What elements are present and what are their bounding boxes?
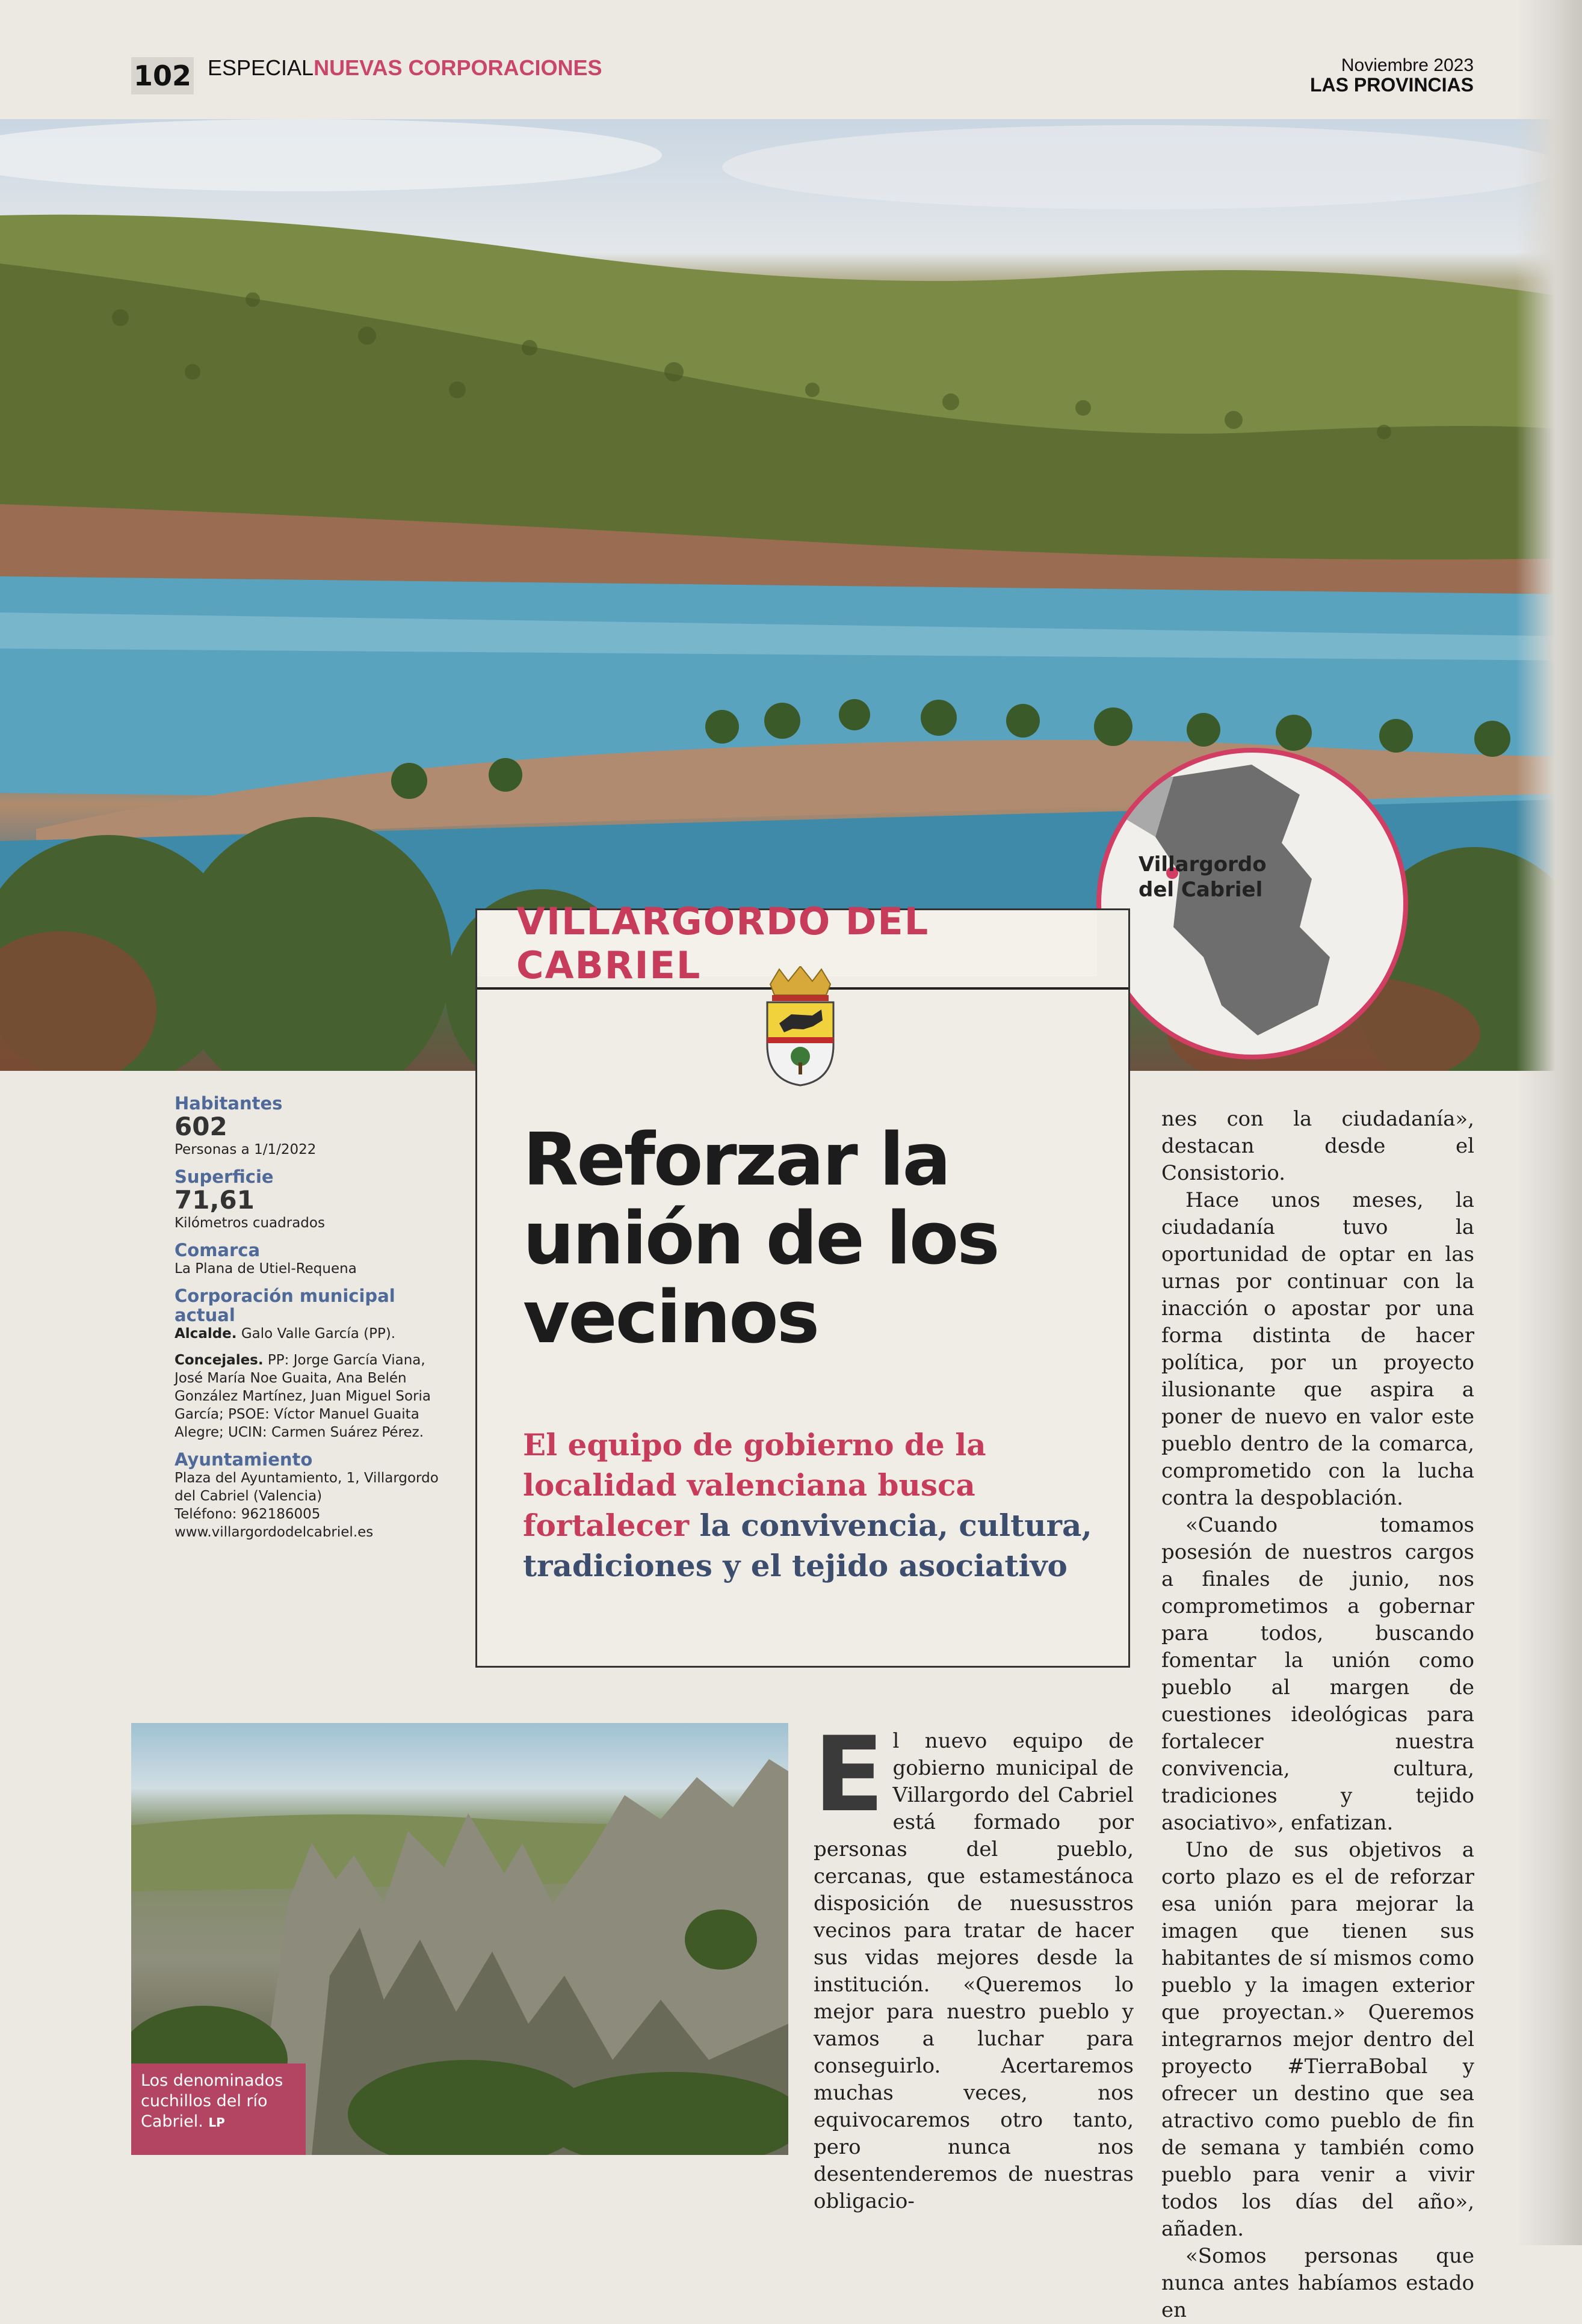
ayuntamiento-label: Ayuntamiento [175,1449,313,1470]
factsheet-habitantes [175,1094,451,1159]
article-paragraph-3: Hace unos meses, la ciudadanía tuvo la oportunidad de optar en las urnas por continuar con la inacción o apostar por una forma distinta de hacer política, por un proyecto ilusionante que aspira a poner de nuevo en valor este pueblo dentro de la comarca, comprometido con la lucha contra la despoblación. [1161,1188,1474,1510]
article-paragraph-1: l nuevo equipo de gobierno municipal de Villargordo del Cabriel está formado por personas del pueblo, cercanas, que estamestánосa disposición de nuesusstros vecinos para tratar de hacer sus vidas mejores desde la institución. «Queremos lo mejor para nuestro pueblo y vamos a luchar para conseguirlo. Acertaremos muchas veces, nos equivocaremos otro tanto, pero nunca nos desentenderemos de nuestras obligacio- [814,1729,1134,2213]
title-box [475,899,1130,1668]
deck-rest: la convivencia, cultura, tradiciones y el tejido asociativo [523,1508,1092,1583]
province-map-icon [1101,753,1403,1055]
alcalde-line [175,1325,451,1343]
caption-credit: LP [208,2115,225,2130]
ayuntamiento-phone: Teléfono: 962186005 [175,1506,321,1522]
ayuntamiento-address: Plaza del Ayuntamiento, 1, Villargordo del Cabriel (Valencia) [175,1470,439,1504]
section-subtitle: NUEVAS CORPORACIONES [314,55,602,80]
habitantes-label: Habitantes [175,1093,283,1114]
corporacion-label: Corporación municipal actual [175,1286,395,1325]
concejales-label: Concejales. [175,1352,264,1368]
comarca-value: La Plana de Utiel-Requena [175,1261,357,1277]
photo-caption [131,2064,306,2155]
concejales-line [175,1351,451,1441]
factsheet-corporacion [175,1286,451,1441]
article-column-2 [1161,1106,1474,2324]
alcalde-label: Alcalde. [175,1326,237,1342]
article-paragraph-6: «Somos personas que nunca antes habíamos estado en [1161,2244,1474,2322]
superficie-value: 71,61 [175,1185,255,1215]
caption-text: Los denominados cuchillos del río Cabriel. [141,2071,283,2131]
section-name: ESPECIAL [208,55,314,80]
coat-of-arms-icon [755,966,845,1086]
superficie-note: Kilómetros cuadrados [175,1215,325,1231]
alcalde-value: Galo Valle García (PP). [236,1326,396,1342]
publication-name: LAS PROVINCIAS [1309,74,1474,96]
location-name: VILLARGORDO DEL CABRIEL [516,899,930,987]
factsheet-superficie [175,1167,451,1232]
article-paragraph-4: «Cuando tomamos posesión de nuestros cargos a finales de junio, nos comprometimos a gobernar para todos, buscando fomentar la unión como pueblo al margen de cuestiones ideológicas para fortalecer nuestra convivencia, cultura, tradiciones y tejido asociativo», enfatizan. [1161,1513,1474,1835]
superficie-label: Superficie [175,1167,274,1187]
factsheet-ayuntamiento [175,1450,451,1541]
page-number: 102 [131,57,194,94]
locator-map [1096,748,1408,1059]
concejales-value: PP: Jorge García Viana, José María Noe Guaita, Ana Belén González Martínez, Juan Miguel Soria García; PSOE: Víctor Manuel Guaita Alegre; UCIN: Carmen Suárez Pérez. [175,1352,431,1440]
article-column-1 [814,1714,1134,2215]
comarca-label: Comarca [175,1240,261,1260]
map-label-line2: del Cabriel [1139,878,1263,902]
map-label-line1: Villargordo [1139,852,1267,877]
section-label [208,55,602,81]
cuchillos-photo [131,1723,788,2155]
issue-date: Noviembre 2023 [1341,55,1474,75]
page-edge-shadow [1516,0,1582,2245]
deck-highlight: El equipo de gobierno de la localidad valenciana busca fortalecer [523,1427,986,1543]
article-paragraph-5: Uno de sus objetivos a corto plazo es el de reforzar esa unión para mejorar la imagen que tienen sus habitantes de sí mismos como pueblo y la imagen exterior que proyectan.» Queremos integrarnos mejor dentro del proyecto #TierraBobal y ofrecer un destino que sea atractivo como pueblo de fin de semana y también como pueblo para venir a vivir todos los días del año», añaden. [1161,1838,1474,2241]
ayuntamiento-web: www.villargordodelcabriel.es [175,1524,374,1540]
deck [523,1425,1101,1586]
habitantes-value: 602 [175,1112,227,1141]
factsheet [175,1094,451,1550]
drop-cap: E [814,1714,885,1835]
habitantes-note: Personas a 1/1/2022 [175,1142,317,1157]
map-label [1139,852,1267,902]
issue-header [1310,55,1474,95]
factsheet-comarca [175,1241,451,1278]
headline: Reforzar la unión de los vecinos [523,1118,998,1360]
article-paragraph-2: nes con la ciudadanía», destacan desde el Consistorio. [1161,1107,1474,1185]
